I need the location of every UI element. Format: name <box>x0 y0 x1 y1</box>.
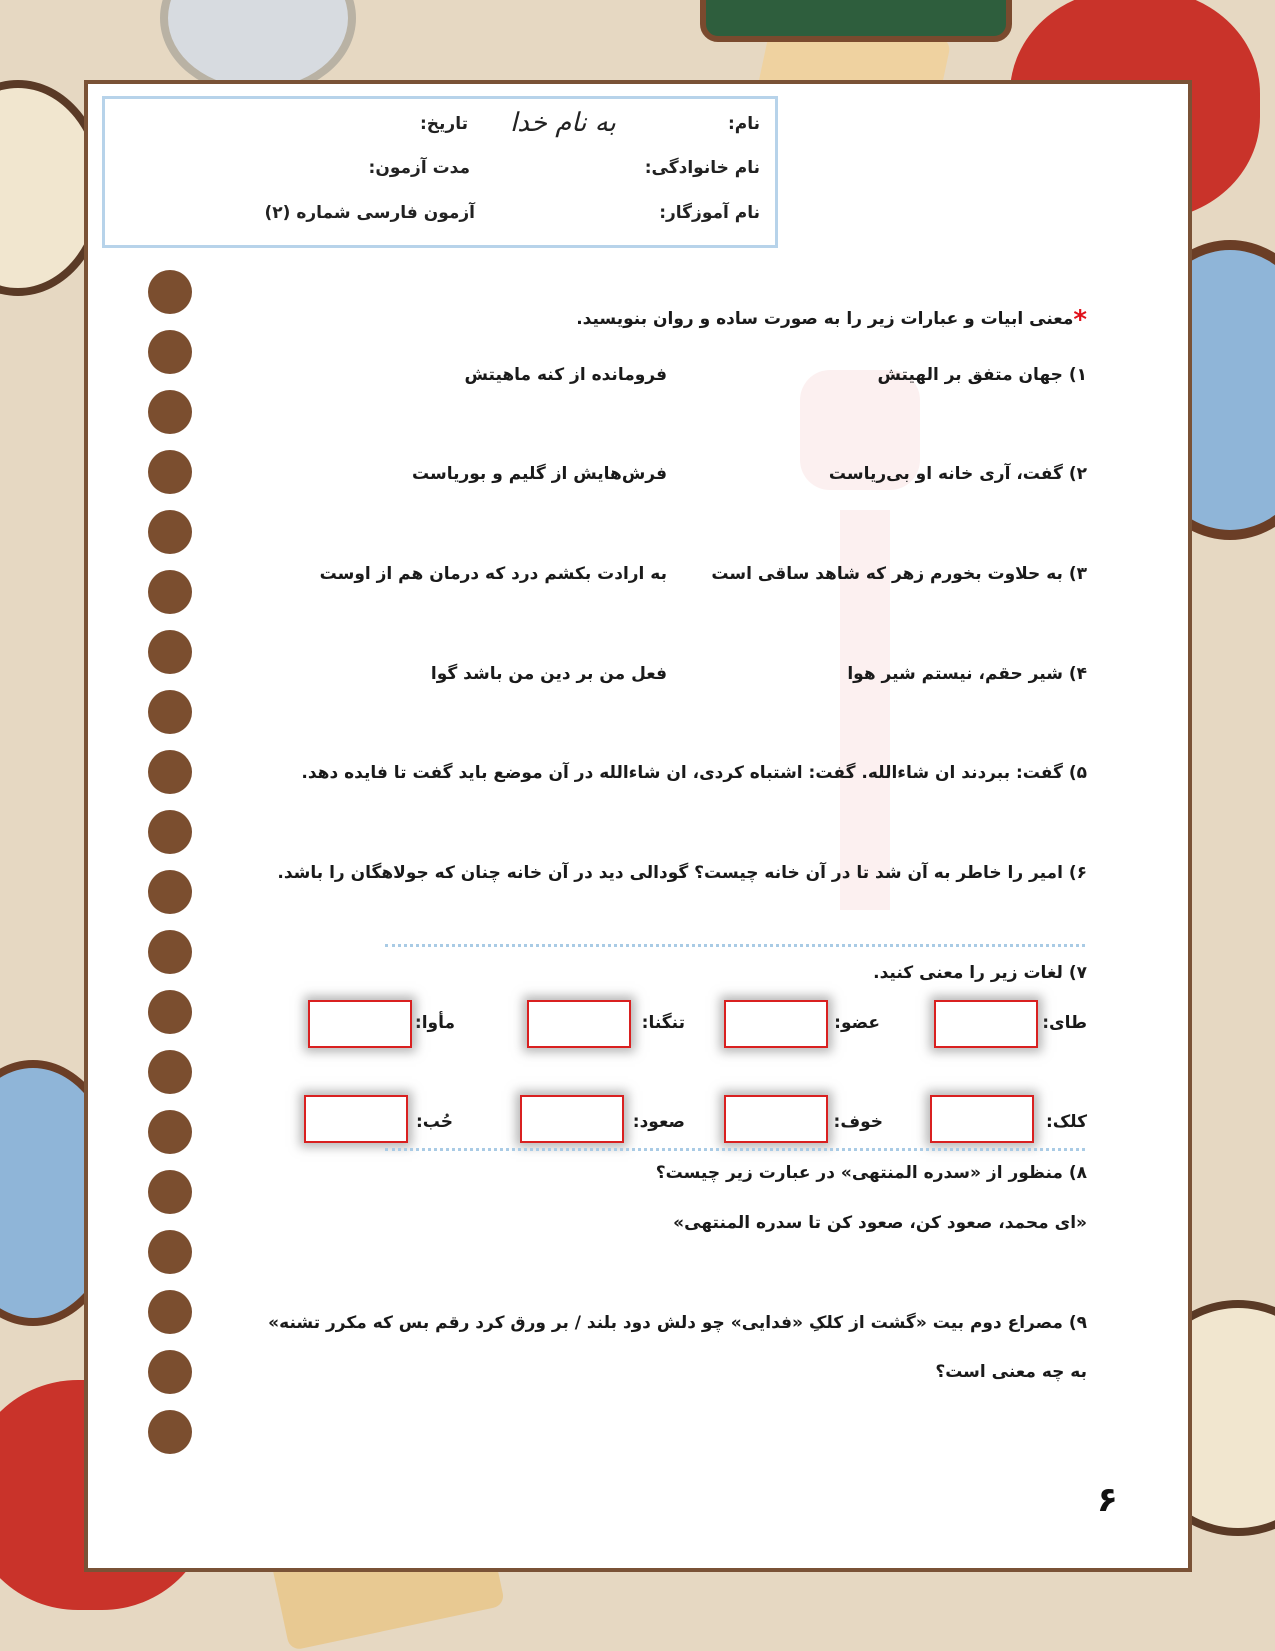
vocab-label: مأوا: <box>414 1013 455 1033</box>
worksheet-paper <box>84 80 1192 1572</box>
watermark-logo <box>780 360 960 920</box>
vocab-answer-box[interactable] <box>934 1000 1038 1048</box>
vocab-answer-box[interactable] <box>930 1095 1034 1143</box>
teacher-name-label: نام آموزگار: <box>659 203 760 223</box>
family-name-label: نام خانوادگی: <box>644 158 760 178</box>
q9-question-line1: ۹) مصراع دوم بیت «گشت از کلکِ «فدایی» چو دلش دود بلند / بر ورق کرد رقم بس که مکرر تشنه» <box>268 1313 1087 1333</box>
q6-text: ۶) امیر را خاطر به آن شد تا در آن خانه چیست؟ گودالی دید در آن خانه چنان که جولاهگان را باشد. <box>277 863 1087 883</box>
vocab-label: صعود: <box>632 1112 685 1132</box>
section-instruction: *معنی ابیات و عبارات زیر را به صورت ساده و روان بنویسید. <box>576 305 1087 335</box>
section-divider <box>385 1148 1085 1151</box>
vocab-answer-box[interactable] <box>304 1095 408 1143</box>
vocab-answer-box[interactable] <box>520 1095 624 1143</box>
q3-hemistich-left: به ارادت بکشم درد که درمان هم از اوست <box>319 564 667 584</box>
spiral-binding <box>148 270 198 1450</box>
vocab-label: تنگنا: <box>641 1013 685 1033</box>
q8-quote: «ای محمد، صعود کن، صعود کن تا سدره المنتهی» <box>673 1213 1087 1233</box>
exam-title: آزمون فارسی شماره (۲) <box>264 203 475 223</box>
vocab-answer-box[interactable] <box>724 1000 828 1048</box>
exam-duration-label: مدت آزمون: <box>368 158 470 178</box>
q2-hemistich-left: فرش‌هایش از گلیم و بوریاست <box>411 464 667 484</box>
q8-question: ۸) منظور از «سدره المنتهی» در عبارت زیر چیست؟ <box>655 1163 1087 1183</box>
q4-hemistich-right: ۴) شیر حقم، نیستم شیر هوا <box>847 664 1087 684</box>
q1-hemistich-left: فرومانده از کنه ماهیتش <box>464 365 667 385</box>
chalkboard-decoration-top <box>700 0 1012 42</box>
vocab-label: کلک: <box>1045 1112 1087 1132</box>
name-label: نام: <box>727 114 760 134</box>
q5-text: ۵) گفت: ببردند ان شاءالله. گفت: اشتباه کردی، ان شاءالله در آن موضع باید گفت تا فایده دهد. <box>301 763 1087 783</box>
vocab-label: طای: <box>1042 1013 1087 1033</box>
q9-question-line2: به چه معنی است؟ <box>935 1362 1087 1382</box>
page-number: ۶ <box>1097 1480 1118 1520</box>
vocab-answer-box[interactable] <box>527 1000 631 1048</box>
vocab-label: خوف: <box>833 1112 883 1132</box>
q2-hemistich-right: ۲) گفت، آری خانه او بی‌ریاست <box>828 464 1087 484</box>
basmala-heading: به نام خدا <box>510 108 616 138</box>
vocab-label: حُب: <box>415 1112 453 1132</box>
vocab-label: عضو: <box>834 1013 880 1033</box>
vocab-answer-box[interactable] <box>308 1000 412 1048</box>
q3-hemistich-right: ۳) به حلاوت بخورم زهر که شاهد ساقی است <box>711 564 1087 584</box>
q1-hemistich-right: ۱) جهان متفق بر الهیتش <box>877 365 1087 385</box>
q4-hemistich-left: فعل من بر دین من باشد گوا <box>430 664 667 684</box>
vocab-answer-box[interactable] <box>724 1095 828 1143</box>
q7-question: ۷) لغات زیر را معنی کنید. <box>873 963 1087 983</box>
asterisk-icon: * <box>1073 305 1087 335</box>
section-divider <box>385 944 1085 947</box>
date-label: تاریخ: <box>420 114 468 134</box>
